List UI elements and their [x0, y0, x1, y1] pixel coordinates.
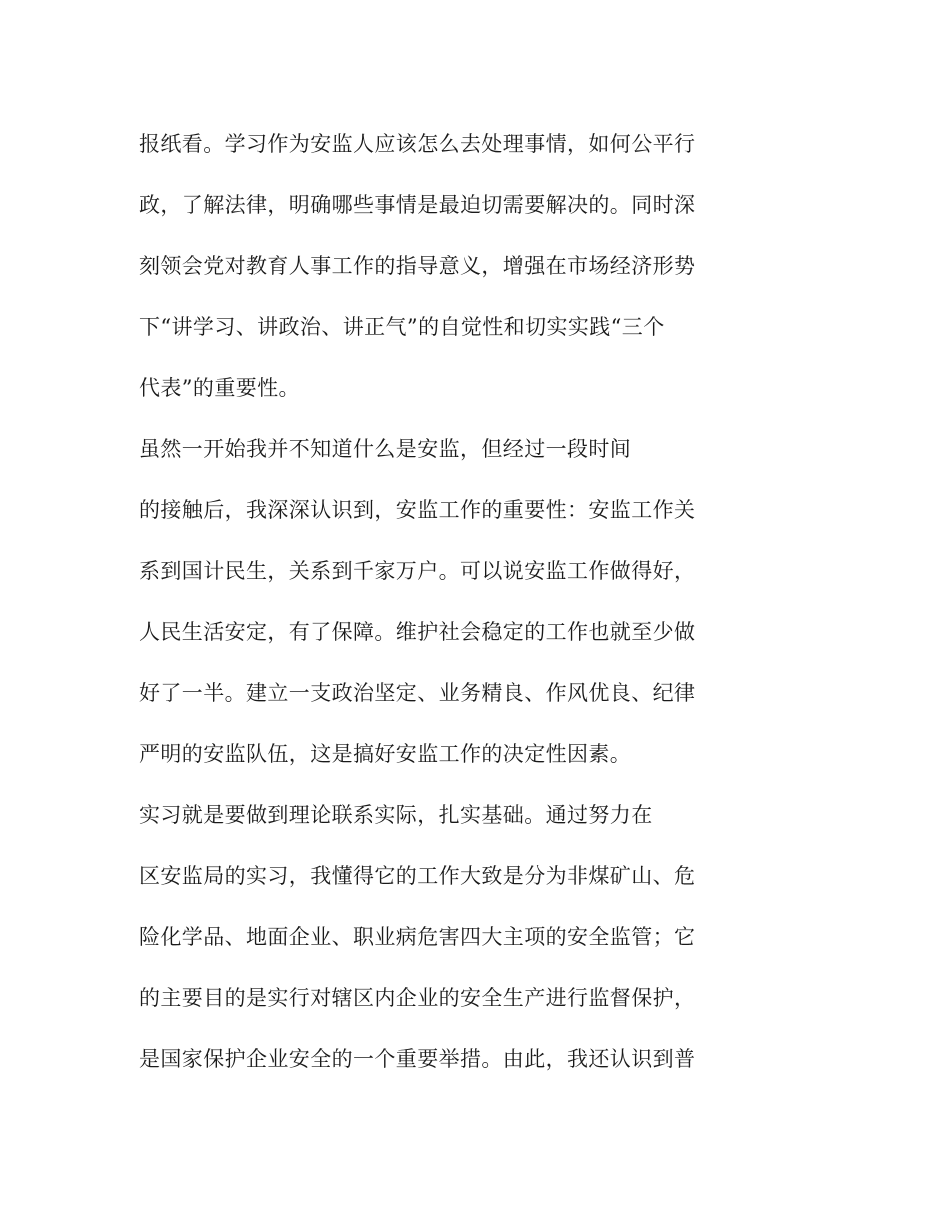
- text-line-16: 是国家保护企业安全的一个重要举措。由此，我还认识到普: [139, 1047, 696, 1071]
- text-line-4: 下“讲学习、讲政治、讲正气”的自觉性和切实实践“三个: [139, 315, 665, 339]
- text-line-5: 代表”的重要性。: [139, 376, 300, 400]
- text-line-9: 人民生活安定，有了保障。维护社会稳定的工作也就至少做: [139, 620, 696, 644]
- text-line-1: 报纸看。学习作为安监人应该怎么去处理事情，如何公平行: [139, 132, 696, 156]
- text-line-12: 实习就是要做到理论联系实际，扎实基础。通过努力在: [139, 803, 653, 827]
- text-line-8: 系到国计民生，关系到千家万户。可以说安监工作做得好，: [139, 559, 696, 583]
- text-line-6: 虽然一开始我并不知道什么是安监，但经过一段时间: [139, 437, 632, 461]
- text-line-11: 严明的安监队伍，这是搞好安监工作的决定性因素。: [139, 742, 632, 766]
- text-line-7: 的接触后，我深深认识到，安监工作的重要性：安监工作关: [139, 498, 696, 522]
- text-line-10: 好了一半。建立一支政治坚定、业务精良、作风优良、纪律: [139, 681, 696, 705]
- text-line-3: 刻领会党对教育人事工作的指导意义，增强在市场经济形势: [139, 254, 696, 278]
- text-line-15: 的主要目的是实行对辖区内企业的安全生产进行监督保护，: [139, 986, 696, 1010]
- text-line-13: 区安监局的实习，我懂得它的工作大致是分为非煤矿山、危: [139, 864, 696, 888]
- text-line-2: 政，了解法律，明确哪些事情是最迫切需要解决的。同时深: [139, 193, 696, 217]
- text-line-14: 险化学品、地面企业、职业病危害四大主项的安全监管；它: [139, 925, 696, 949]
